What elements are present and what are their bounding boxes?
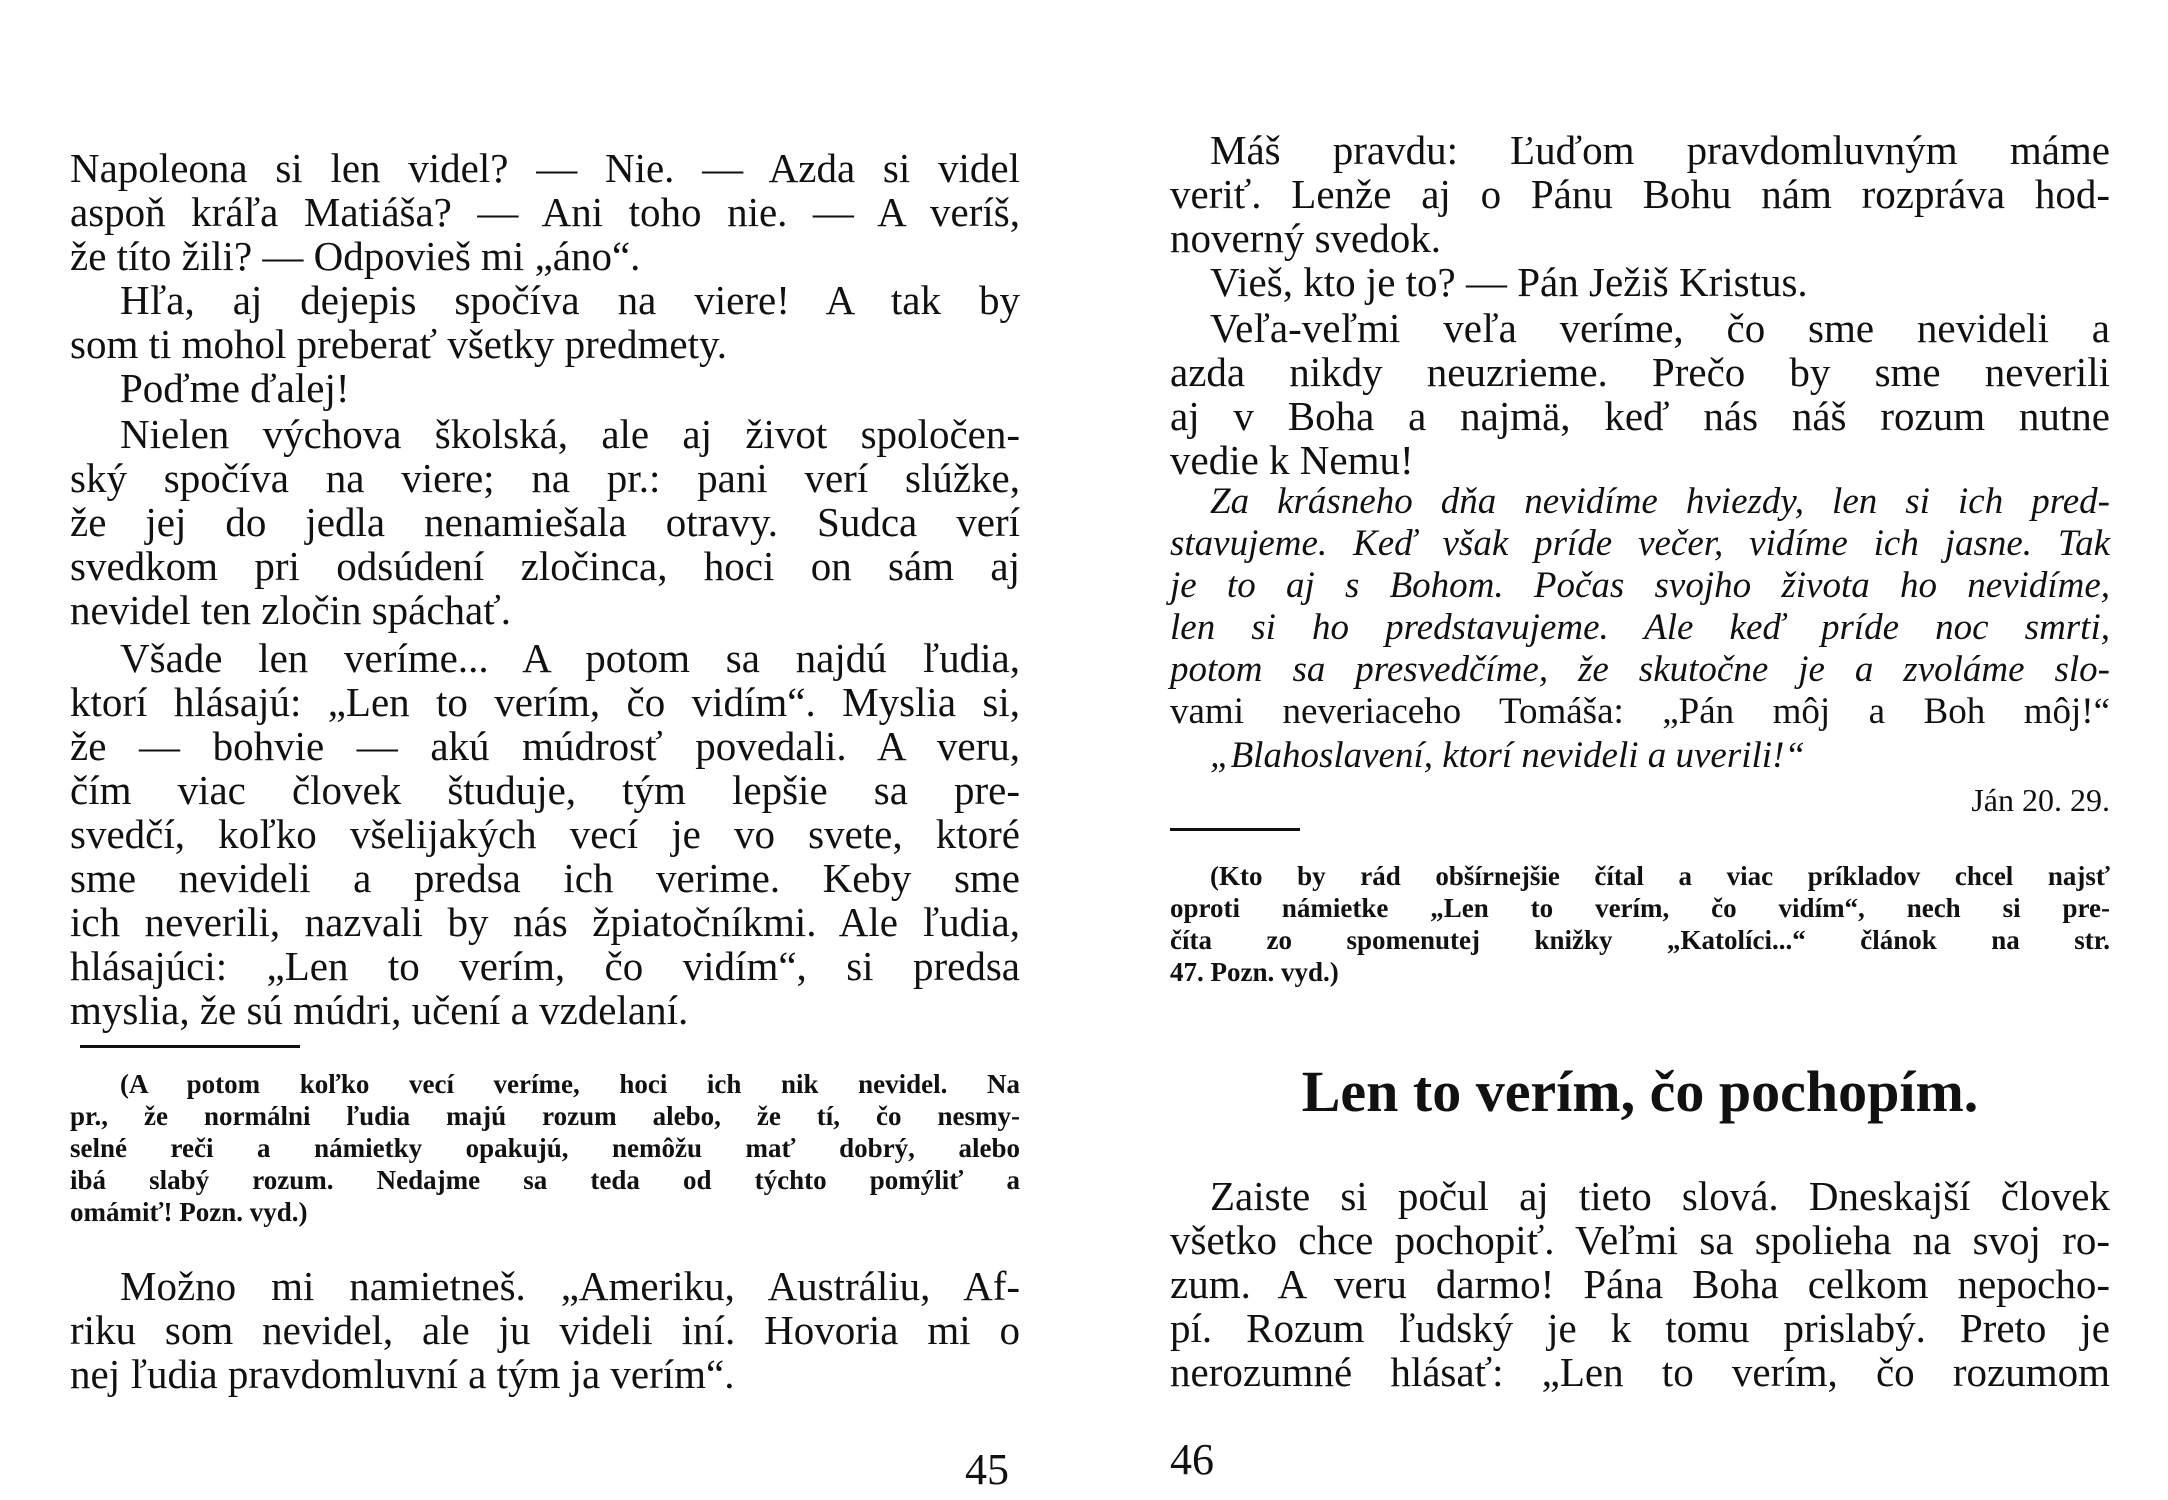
text-line: vami neveriaceho Tomáša: „Pán môj a Boh môj!“ xyxy=(1170,691,2110,732)
section-heading: Len to verím, čo pochopím. xyxy=(1301,1059,1979,1124)
text-line: veriť. Lenže aj o Pánu Bohu nám rozpráva hod- xyxy=(1170,171,2110,217)
footnote-line: číta zo spomenutej knižky „Katolíci...“ článok na str. xyxy=(1170,925,2110,955)
text-line: riku som nevidel, ale ju videli iní. Hovoria mi o xyxy=(70,1307,1020,1353)
text-line: že — bohvie — akú múdrosť povedali. A veru, xyxy=(70,723,1020,769)
text-line: hlásajúci: „Len to verím, čo vidím“, si predsa xyxy=(70,943,1020,989)
text-line: len si ho predstavujeme. Ale keď príde noc smrti, xyxy=(1170,607,2110,648)
text-line: všetko chce pochopiť. Veľmi sa spolieha na svoj ro- xyxy=(1170,1217,2110,1263)
text-line: Hľa, aj dejepis spočíva na viere! A tak by xyxy=(120,277,1020,323)
text-line: aspoň kráľa Matiáša? — Ani toho nie. — A veríš, xyxy=(70,189,1020,235)
text-line: Máš pravdu: Ľuďom pravdomluvným máme xyxy=(1210,127,2110,173)
footnote-line: ibá slabý rozum. Nedajme sa teda od týchto pomýliť a xyxy=(70,1165,1020,1195)
text-line: „Blahoslavení, ktorí nevideli a uverili!“ xyxy=(1210,735,1805,776)
text-line: nevidel ten zločin spáchať. xyxy=(70,587,512,633)
text-line: nerozumné hlásať: „Len to verím, čo rozumom xyxy=(1170,1349,2110,1395)
footnote-line: selné reči a námietky opakujú, nemôžu mať dobrý, alebo xyxy=(70,1133,1020,1163)
footnote-line: 47. Pozn. vyd.) xyxy=(1170,957,1339,987)
text-line: pí. Rozum ľudský je k tomu prislabý. Preto je xyxy=(1170,1305,2110,1351)
text-line: aj v Boha a najmä, keď nás náš rozum nutne xyxy=(1170,393,2110,439)
left-page xyxy=(70,0,1020,1500)
text-line: vedie k Nemu! xyxy=(1170,437,1414,483)
footnote-line: pr., že normálni ľudia majú rozum alebo, že tí, čo nesmy- xyxy=(70,1101,1020,1131)
text-line: azda nikdy neuzrieme. Prečo by sme neverili xyxy=(1170,349,2110,395)
text-line: Za krásneho dňa nevidíme hviezdy, len si ich pred- xyxy=(1210,481,2110,522)
text-line: Nielen výchova školská, ale aj život spoločen- xyxy=(120,411,1020,457)
footnote-rule xyxy=(80,1045,300,1048)
footnote-line: (A potom koľko vecí veríme, hoci ich nik nevidel. Na xyxy=(120,1069,1020,1099)
page-number: 45 xyxy=(965,1445,1009,1494)
text-line: zum. A veru darmo! Pána Boha celkom nepocho- xyxy=(1170,1261,2110,1307)
text-line: Možno mi namietneš. „Ameriku, Austráliu, Af- xyxy=(120,1263,1020,1309)
text-line: že jej do jedla nenamiešala otravy. Sudca verí xyxy=(70,499,1020,545)
citation: Ján 20. 29. xyxy=(1971,782,2110,818)
footnote-rule xyxy=(1170,828,1300,831)
text-line: čím viac človek študuje, tým lepšie sa pre- xyxy=(70,767,1020,813)
text-line: stavujeme. Keď však príde večer, vidíme ich jasne. Tak xyxy=(1170,523,2110,564)
text-line: je to aj s Bohom. Počas svojho života ho nevidíme, xyxy=(1170,565,2110,606)
text-line: Všade len veríme... A potom sa najdú ľudia, xyxy=(120,635,1020,681)
text-line: ský spočíva na viere; na pr.: pani verí slúžke, xyxy=(70,455,1020,501)
text-line: svedčí, koľko všelijakých vecí je vo svete, ktoré xyxy=(70,811,1020,857)
text-line: potom sa presvedčíme, že skutočne je a zvoláme slo- xyxy=(1170,649,2110,690)
text-line: som ti mohol preberať všetky predmety. xyxy=(70,321,728,367)
right-page xyxy=(1170,0,2110,1500)
text-line: Zaiste si počul aj tieto slová. Dneskajší človek xyxy=(1210,1173,2110,1219)
text-line: sme nevideli a predsa ich verime. Keby sme xyxy=(70,855,1020,901)
footnote-line: oproti námietke „Len to verím, čo vidím“, nech si pre- xyxy=(1170,893,2110,923)
footnote-line: (Kto by rád obšírnejšie čítal a viac príkladov chcel najsť xyxy=(1210,861,2110,891)
text-line: nej ľudia pravdomluvní a tým ja verím“. xyxy=(70,1351,735,1397)
text-line: Veľa-veľmi veľa veríme, čo sme nevideli a xyxy=(1210,305,2110,351)
text-line: noverný svedok. xyxy=(1170,215,1442,261)
text-line: ich neverili, nazvali by nás žpiatočníkmi. Ale ľudia, xyxy=(70,899,1020,945)
text-line: Poďme ďalej! xyxy=(120,365,350,411)
text-line: ktorí hlásajú: „Len to verím, čo vidím“. Myslia si, xyxy=(70,679,1020,725)
text-line: Napoleona si len videl? — Nie. — Azda si videl xyxy=(70,145,1020,191)
footnote-line: omámiť! Pozn. vyd.) xyxy=(70,1197,308,1227)
text-line: myslia, že sú múdri, učení a vzdelaní. xyxy=(70,987,689,1033)
text-line: že títo žili? — Odpovieš mi „áno“. xyxy=(70,233,641,279)
text-line: svedkom pri odsúdení zločinca, hoci on sám aj xyxy=(70,543,1020,589)
text-line: Vieš, kto je to? — Pán Ježiš Kristus. xyxy=(1210,259,1808,305)
page-number: 46 xyxy=(1170,1435,1214,1484)
